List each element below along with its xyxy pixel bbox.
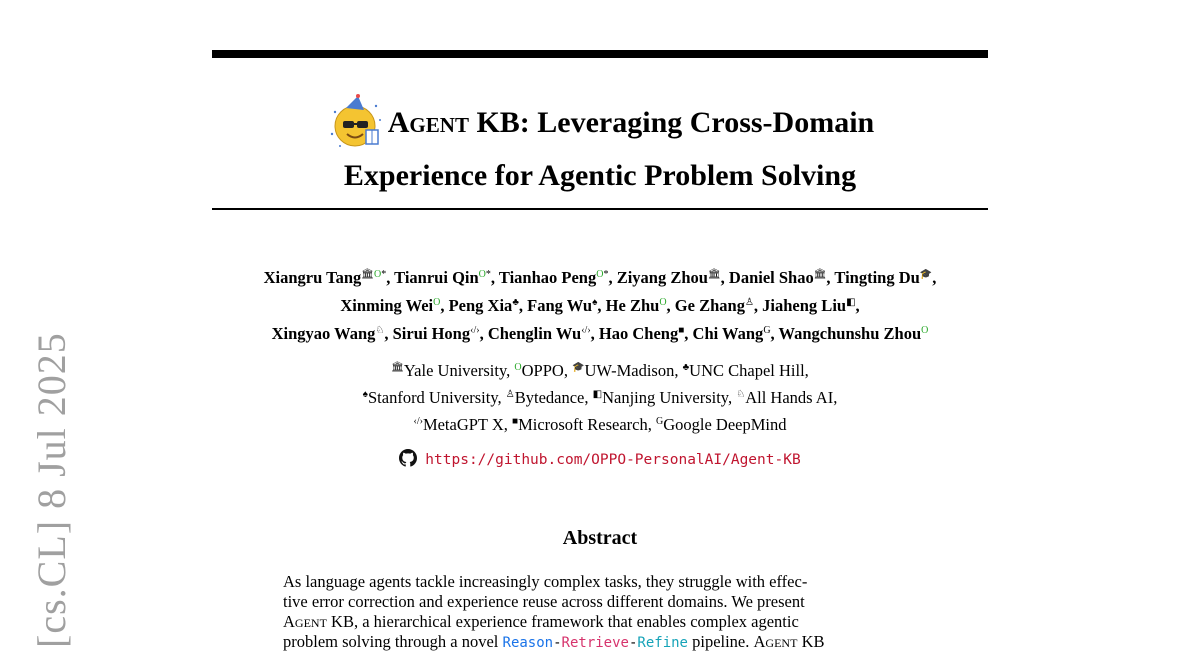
github-repo-link[interactable]: https://github.com/OPPO-PersonalAI/Agent-KB xyxy=(425,452,801,468)
affiliation: Yale University xyxy=(403,361,507,380)
author-name: Sirui Hong xyxy=(392,324,471,343)
retrieve-step: Retrieve xyxy=(561,635,629,651)
refine-step: Refine xyxy=(637,635,688,651)
author-name: Tianrui Qin xyxy=(394,268,479,287)
affiliation: All Hands AI xyxy=(745,388,834,407)
author-line-3: Xingyao Wang♘, Sirui Hong‹/›, Chenglin Wu‹/›, Hao Cheng■, Chi Wang$^G$, Wangchunshu Zhou$^O$ xyxy=(271,324,929,343)
author-name: Xinming Wei xyxy=(340,296,434,315)
author-name: Peng Xia xyxy=(448,296,513,315)
abstract-heading: Abstract xyxy=(562,527,638,549)
author-name: Tianhao Peng xyxy=(498,268,597,287)
title-line1-rest: KB: Leveraging Cross-Domain xyxy=(468,106,875,139)
author-name: Daniel Shao xyxy=(728,268,814,287)
paper-title xyxy=(212,94,988,195)
affiliation: UNC Chapel Hill xyxy=(689,361,805,380)
affiliation-line-2: ♠Stanford University, ♙Bytedance, ◧Nanjing University, ♘All Hands AI, xyxy=(362,388,838,407)
author-name: Hao Cheng xyxy=(598,324,679,343)
title-agent: Agent xyxy=(387,106,469,139)
affiliation: UW-Madison xyxy=(584,361,675,380)
author-name: He Zhu xyxy=(605,296,660,315)
author-name: Wangchunshu Zhou xyxy=(778,324,922,343)
affiliation: Microsoft Research xyxy=(518,415,648,434)
title-rule-bottom xyxy=(212,208,988,210)
affiliation-line-3: ‹/›MetaGPT X, ■Microsoft Research, $^G$Google DeepMind xyxy=(413,415,787,434)
affiliation: Bytedance xyxy=(514,388,585,407)
arxiv-stamp-text: [cs.CL] 8 Jul 2025 xyxy=(29,332,74,648)
repository-link-row xyxy=(212,449,988,470)
agent-mascot-logo xyxy=(326,94,384,152)
agent-name: Agent xyxy=(753,632,798,651)
author-line-1: Xiangru Tang$^{🏛O*}$, Tianrui Qin$^{O*}$, Tianhao Peng$^{O*}$, Ziyang Zhou🏛, Daniel Shao🏛, Tingting Du🎓, xyxy=(263,268,937,287)
affiliation: MetaGPT X xyxy=(422,415,504,434)
author-name: Ge Zhang xyxy=(674,296,745,315)
affiliation: Google DeepMind xyxy=(663,415,787,434)
author-name: Chenglin Wu xyxy=(487,324,582,343)
affiliation: Nanjing University xyxy=(602,388,728,407)
abstract-line: Agent KB, a hierarchical experience framework that enables complex agentic xyxy=(283,612,799,631)
affiliation-list xyxy=(212,356,988,437)
title-rule-top xyxy=(212,50,988,58)
author-name: Xiangru Tang xyxy=(263,268,362,287)
abstract-line: As language agents tackle increasingly complex tasks, they struggle with effec- xyxy=(283,572,808,591)
affiliation: OPPO xyxy=(521,361,564,380)
arxiv-stamp xyxy=(28,332,74,648)
reason-step: Reason xyxy=(502,635,554,651)
github-icon xyxy=(399,449,417,467)
author-line-2: Xinming Wei$^O$, Peng Xia♣, Fang Wu♠, He Zhu$^O$, Ge Zhang♙, Jiaheng Liu◧, xyxy=(340,296,860,315)
abstract-line: tive error correction and experience reuse across different domains. We present xyxy=(283,592,805,611)
author-name: Fang Wu xyxy=(527,296,593,315)
author-name: Xingyao Wang xyxy=(271,324,376,343)
author-name: Tingting Du xyxy=(834,268,920,287)
author-name: Ziyang Zhou xyxy=(616,268,708,287)
abstract-line: problem solving through a novel Reason-Retrieve-Refine pipeline. Agent KB xyxy=(283,632,825,651)
title-line-1 xyxy=(326,94,874,152)
affiliation-line-1: 🏛Yale University, $^O$OPPO, 🎓UW-Madison, ♣UNC Chapel Hill, xyxy=(391,361,809,380)
author-list xyxy=(212,262,988,346)
title-line-2: Experience for Agentic Problem Solving xyxy=(343,159,857,192)
affiliation: Stanford University xyxy=(367,388,498,407)
author-name: Chi Wang xyxy=(692,324,764,343)
agent-name: Agent xyxy=(283,612,327,631)
abstract-body xyxy=(283,572,917,653)
author-name: Jiaheng Liu xyxy=(762,296,847,315)
